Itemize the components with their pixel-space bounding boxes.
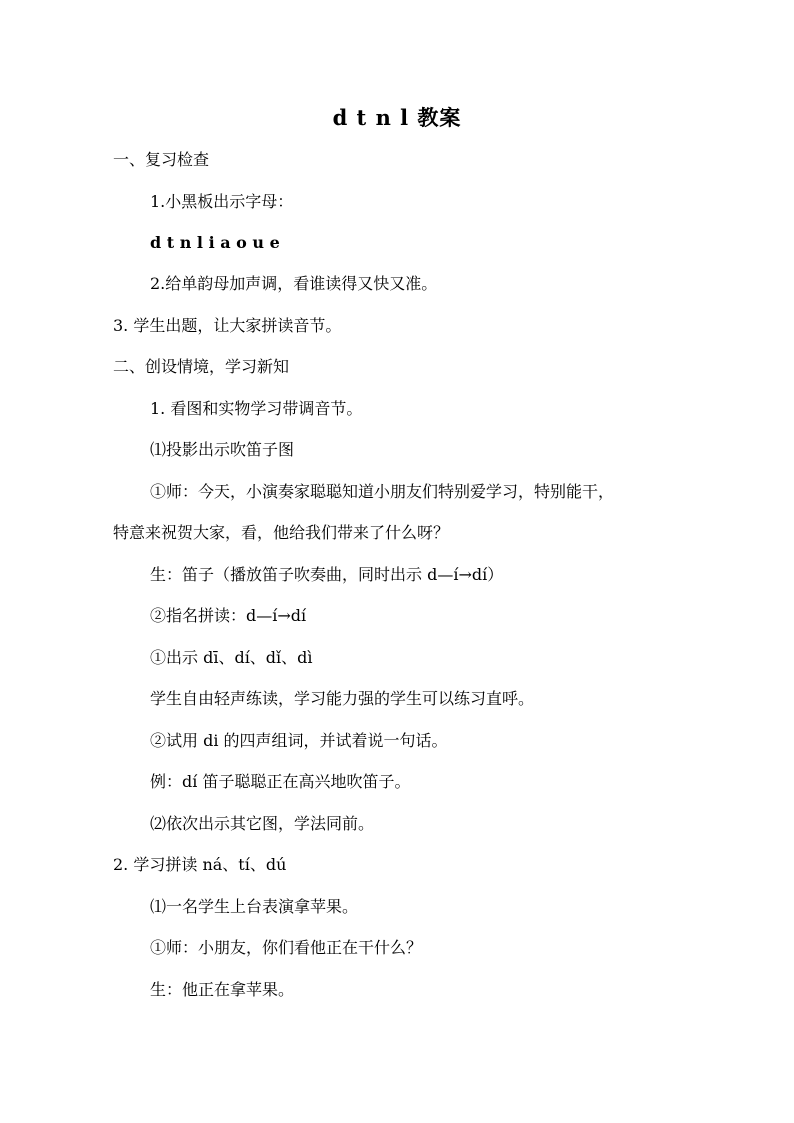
paragraph: 特意来祝贺大家，看，他给我们带来了什么呀？ [113, 523, 450, 542]
letters-line: d t n l i a o u e [150, 233, 280, 252]
paragraph: ②试用 di 的四声组词，并试着说一句话。 [150, 731, 448, 750]
paragraph: 1. 看图和实物学习带调音节。 [150, 399, 363, 418]
paragraph: 2. 学习拼读 ná、tí、dú [113, 855, 287, 874]
section-heading-new-knowledge: 二、创设情境，学习新知 [113, 357, 290, 376]
document-title: d t n l 教案 [332, 105, 462, 130]
paragraph: ②指名拼读：d—í→dí [150, 606, 307, 625]
paragraph: ①师：小朋友，你们看他正在干什么？ [150, 938, 423, 957]
paragraph: 生：他正在拿苹果。 [150, 980, 295, 999]
paragraph: ①出示 dī、dí、dǐ、dì [150, 648, 313, 667]
paragraph: ①师：今天，小演奏家聪聪知道小朋友们特别爱学习，特别能干， [150, 482, 615, 501]
paragraph: 2.给单韵母加声调，看谁读得又快又准。 [150, 274, 438, 293]
paragraph: 3. 学生出题，让大家拼读音节。 [113, 316, 342, 335]
paragraph: ⑴一名学生上台表演拿苹果。 [150, 897, 359, 916]
paragraph: ⑵依次出示其它图，学法同前。 [150, 814, 375, 833]
paragraph: 1.小黑板出示字母： [150, 192, 294, 211]
paragraph: 生：笛子（播放笛子吹奏曲，同时出示 d—í→dí） [150, 565, 504, 584]
paragraph: 例：dí 笛子聪聪正在高兴地吹笛子。 [150, 772, 411, 791]
paragraph: 学生自由轻声练读，学习能力强的学生可以练习直呼。 [150, 689, 535, 708]
section-heading-review: 一、复习检查 [113, 150, 210, 169]
paragraph: ⑴投影出示吹笛子图 [150, 440, 295, 459]
